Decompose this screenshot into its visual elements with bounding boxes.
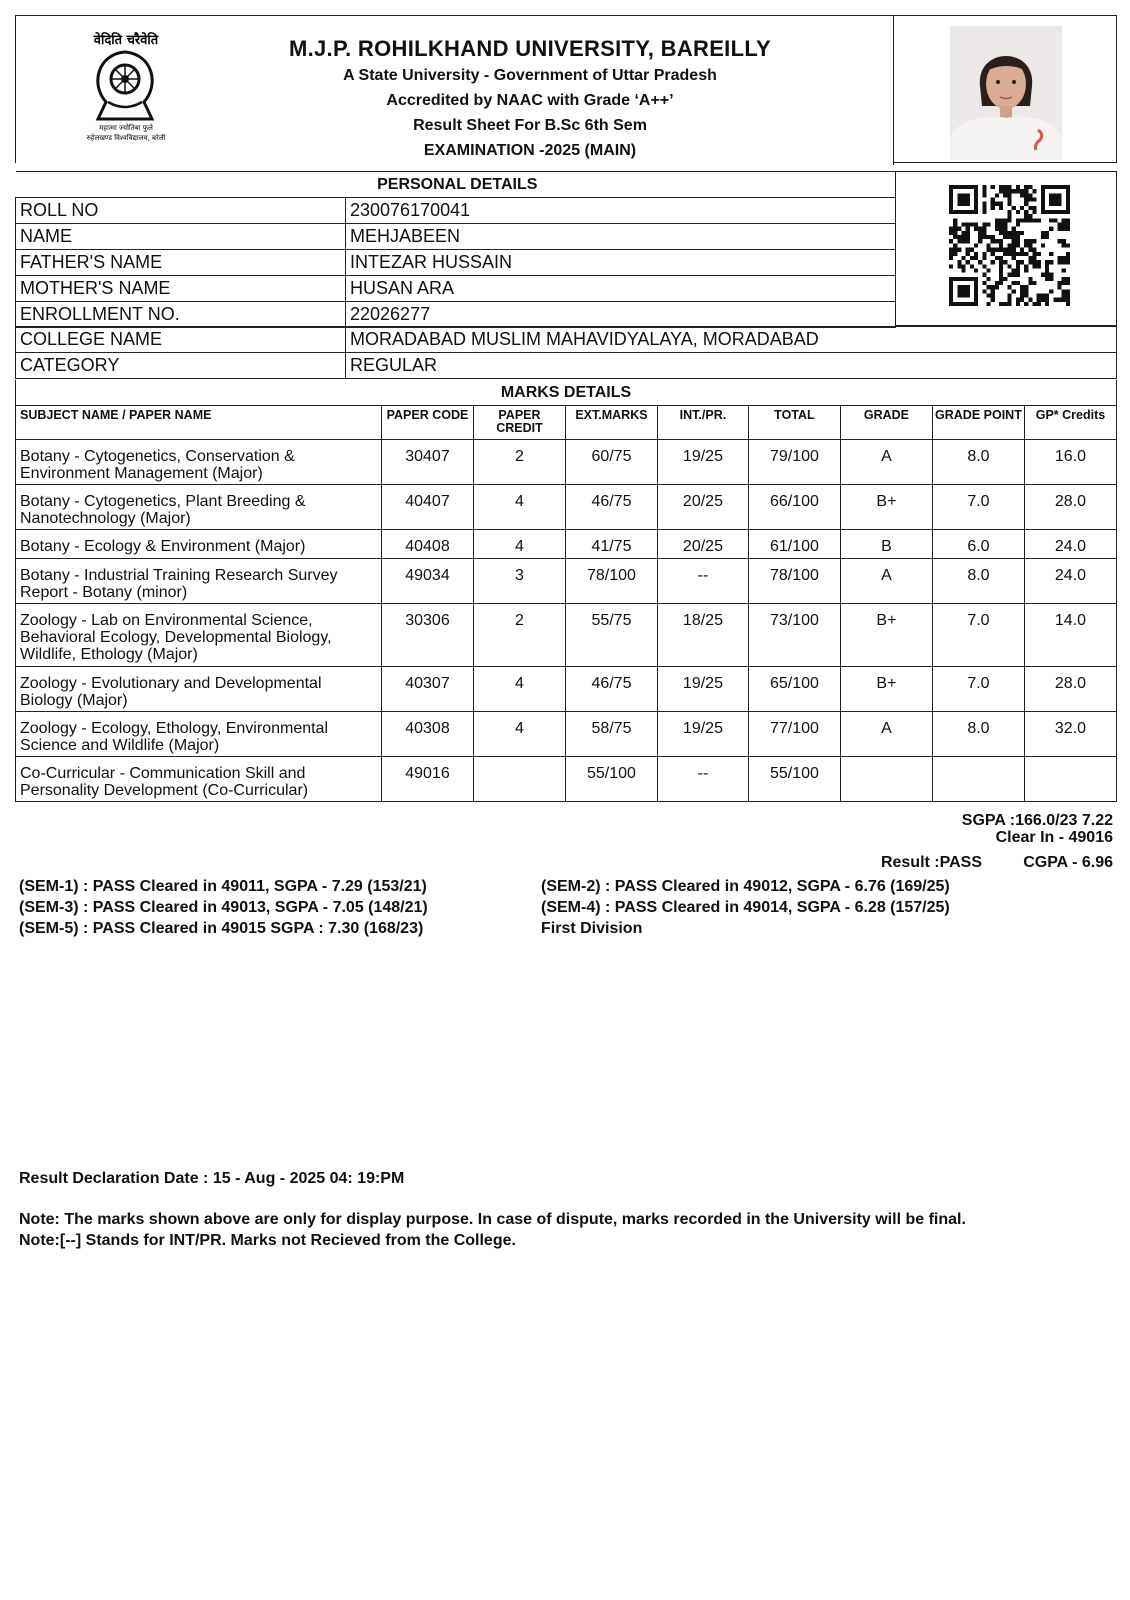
total: 77/100	[748, 712, 840, 757]
grade-point: 8.0	[932, 440, 1024, 485]
cgpa: CGPA - 6.96	[1023, 854, 1113, 871]
ext-marks: 55/100	[565, 757, 657, 802]
grade-point	[932, 757, 1024, 802]
paper-code: 49034	[381, 559, 473, 604]
name-value: MEHJABEEN	[346, 224, 896, 250]
paper-credit: 2	[473, 440, 565, 485]
exam-title: EXAMINATION -2025 (MAIN)	[423, 142, 637, 159]
ext-marks: 58/75	[565, 712, 657, 757]
ext-marks: 41/75	[565, 530, 657, 559]
college-value: MORADABAD MUSLIM MAHAVIDYALAYA, MORADABAD	[346, 327, 1117, 353]
svg-text:महात्मा ज्योतिबा फुले: महात्मा ज्योतिबा फुले	[99, 124, 153, 132]
personal-details-heading: PERSONAL DETAILS	[16, 172, 896, 198]
grade: A	[840, 440, 932, 485]
subject-name: Zoology - Ecology, Ethology, Environmental Science and Wildlife (Major)	[16, 712, 382, 757]
ext-marks: 46/75	[565, 667, 657, 712]
sem-2-result: (SEM-2) : PASS Cleared in 49012, SGPA - 6.76 (169/25)	[541, 878, 950, 895]
table-row	[16, 353, 1117, 379]
int-pr: 18/25	[657, 604, 748, 667]
gp-credits: 28.0	[1024, 667, 1116, 712]
table-row	[16, 302, 896, 328]
ext-marks: 78/100	[565, 559, 657, 604]
declaration-date: Result Declaration Date : 15 - Aug - 2025 04: 19:PM	[19, 1170, 405, 1187]
divider	[893, 162, 1117, 163]
grade: B	[840, 530, 932, 559]
divider	[893, 15, 894, 165]
grade-point: 7.0	[932, 667, 1024, 712]
col-total: TOTAL	[748, 406, 840, 440]
note-display: Note: The marks shown above are only for display purpose. In case of dispute, marks recorded in the University will be final.	[19, 1211, 966, 1228]
table-row	[16, 224, 896, 250]
int-pr: 19/25	[657, 440, 748, 485]
sem-3-result: (SEM-3) : PASS Cleared in 49013, SGPA - 7.05 (148/21)	[19, 899, 428, 916]
paper-code: 49016	[381, 757, 473, 802]
sgpa-summary: SGPA :166.0/23 7.22	[961, 812, 1113, 829]
university-name: M.J.P. ROHILKHAND UNIVERSITY, BAREILLY	[288, 36, 772, 61]
subject-name: Zoology - Evolutionary and Developmental Biology (Major)	[16, 667, 382, 712]
paper-credit: 2	[473, 604, 565, 667]
total: 79/100	[748, 440, 840, 485]
category-label: CATEGORY	[16, 353, 346, 379]
col-int-pr: INT./PR.	[657, 406, 748, 440]
total: 61/100	[748, 530, 840, 559]
table-row	[16, 327, 1117, 353]
gp-credits: 16.0	[1024, 440, 1116, 485]
grade: B+	[840, 667, 932, 712]
paper-code: 40307	[381, 667, 473, 712]
subject-name: Zoology - Lab on Environmental Science, Behavioral Ecology, Developmental Biology, Wildlife, Ethology (Major)	[16, 604, 382, 667]
table-row	[16, 559, 1117, 604]
roll-label: ROLL NO	[16, 198, 346, 224]
grade: A	[840, 712, 932, 757]
grade: B+	[840, 604, 932, 667]
gp-credits: 14.0	[1024, 604, 1116, 667]
marks-table	[15, 405, 1117, 802]
ext-marks: 60/75	[565, 440, 657, 485]
grade: B+	[840, 485, 932, 530]
table-row	[16, 485, 1117, 530]
table-row	[16, 667, 1117, 712]
grade	[840, 757, 932, 802]
paper-code: 40407	[381, 485, 473, 530]
total: 65/100	[748, 667, 840, 712]
int-pr: --	[657, 559, 748, 604]
table-row	[16, 276, 896, 302]
col-ext-marks: EXT.MARKS	[565, 406, 657, 440]
total: 55/100	[748, 757, 840, 802]
division: First Division	[541, 920, 643, 937]
sem-4-result: (SEM-4) : PASS Cleared in 49014, SGPA - 6.28 (157/25)	[541, 899, 950, 916]
paper-code: 40408	[381, 530, 473, 559]
int-pr: --	[657, 757, 748, 802]
gp-credits: 24.0	[1024, 559, 1116, 604]
sheet-title: Result Sheet For B.Sc 6th Sem	[413, 117, 647, 134]
table-row	[16, 440, 1117, 485]
note-int-pr: Note:[--] Stands for INT/PR. Marks not Recieved from the College.	[19, 1232, 516, 1249]
name-label: NAME	[16, 224, 346, 250]
subject-name: Botany - Cytogenetics, Plant Breeding & Nanotechnology (Major)	[16, 485, 382, 530]
qr-code	[949, 185, 1070, 306]
grade-point: 8.0	[932, 712, 1024, 757]
paper-code: 30306	[381, 604, 473, 667]
result-status: Result :PASS	[880, 854, 982, 871]
total: 78/100	[748, 559, 840, 604]
university-logo	[68, 24, 183, 144]
enrollment-value: 22026277	[346, 302, 896, 328]
svg-text:रुहेलखण्ड विश्वविद्यालय, बरेली: रुहेलखण्ड विश्वविद्यालय, बरेली	[86, 134, 166, 142]
subject-name: Botany - Industrial Training Research Survey Report - Botany (minor)	[16, 559, 382, 604]
paper-credit: 3	[473, 559, 565, 604]
mother-label: MOTHER'S NAME	[16, 276, 346, 302]
col-gp-credits: GP* Credits	[1024, 406, 1116, 440]
int-pr: 19/25	[657, 712, 748, 757]
sem-5-result: (SEM-5) : PASS Cleared in 49015 SGPA : 7.30 (168/23)	[19, 920, 424, 937]
int-pr: 20/25	[657, 530, 748, 559]
subject-name: Co-Curricular - Communication Skill and Personality Development (Co-Curricular)	[16, 757, 382, 802]
grade-point: 7.0	[932, 604, 1024, 667]
table-row	[16, 604, 1117, 667]
grade-point: 8.0	[932, 559, 1024, 604]
int-pr: 19/25	[657, 667, 748, 712]
gp-credits	[1024, 757, 1116, 802]
paper-credit: 4	[473, 712, 565, 757]
int-pr: 20/25	[657, 485, 748, 530]
clear-in: Clear In - 49016	[995, 829, 1113, 846]
marks-details-heading: MARKS DETAILS	[15, 380, 1117, 405]
table-row	[16, 757, 1117, 802]
paper-credit: 4	[473, 485, 565, 530]
personal-details-table	[15, 171, 896, 328]
total: 66/100	[748, 485, 840, 530]
paper-credit: 4	[473, 667, 565, 712]
grade-point: 7.0	[932, 485, 1024, 530]
personal-details-table-wide	[15, 326, 1117, 379]
table-row	[16, 250, 896, 276]
table-row	[16, 198, 896, 224]
gp-credits: 24.0	[1024, 530, 1116, 559]
student-photo	[950, 26, 1062, 160]
grade: A	[840, 559, 932, 604]
father-label: FATHER'S NAME	[16, 250, 346, 276]
enrollment-label: ENROLLMENT NO.	[16, 302, 346, 328]
total: 73/100	[748, 604, 840, 667]
college-label: COLLEGE NAME	[16, 327, 346, 353]
col-paper-credit: PAPER CREDIT	[473, 406, 565, 440]
paper-code: 30407	[381, 440, 473, 485]
ext-marks: 55/75	[565, 604, 657, 667]
subject-name: Botany - Cytogenetics, Conservation & Environment Management (Major)	[16, 440, 382, 485]
table-row	[16, 530, 1117, 559]
col-grade: GRADE	[840, 406, 932, 440]
col-subject: SUBJECT NAME / PAPER NAME	[16, 406, 382, 440]
col-paper-code: PAPER CODE	[381, 406, 473, 440]
mother-value: HUSAN ARA	[346, 276, 896, 302]
roll-value: 230076170041	[346, 198, 896, 224]
gp-credits: 32.0	[1024, 712, 1116, 757]
paper-credit	[473, 757, 565, 802]
sem-1-result: (SEM-1) : PASS Cleared in 49011, SGPA - 7.29 (153/21)	[19, 878, 427, 895]
grade-point: 6.0	[932, 530, 1024, 559]
university-subtitle: A State University - Government of Uttar Pradesh	[343, 67, 717, 84]
ext-marks: 46/75	[565, 485, 657, 530]
category-value: REGULAR	[346, 353, 1117, 379]
paper-code: 40308	[381, 712, 473, 757]
accreditation: Accredited by NAAC with Grade ‘A++’	[386, 92, 674, 109]
table-row	[16, 712, 1117, 757]
subject-name: Botany - Ecology & Environment (Major)	[16, 530, 382, 559]
col-grade-point: GRADE POINT	[932, 406, 1024, 440]
father-value: INTEZAR HUSSAIN	[346, 250, 896, 276]
svg-text:वेदिति चरैवेति: वेदिति चरैवेति	[93, 33, 159, 48]
gp-credits: 28.0	[1024, 485, 1116, 530]
paper-credit: 4	[473, 530, 565, 559]
